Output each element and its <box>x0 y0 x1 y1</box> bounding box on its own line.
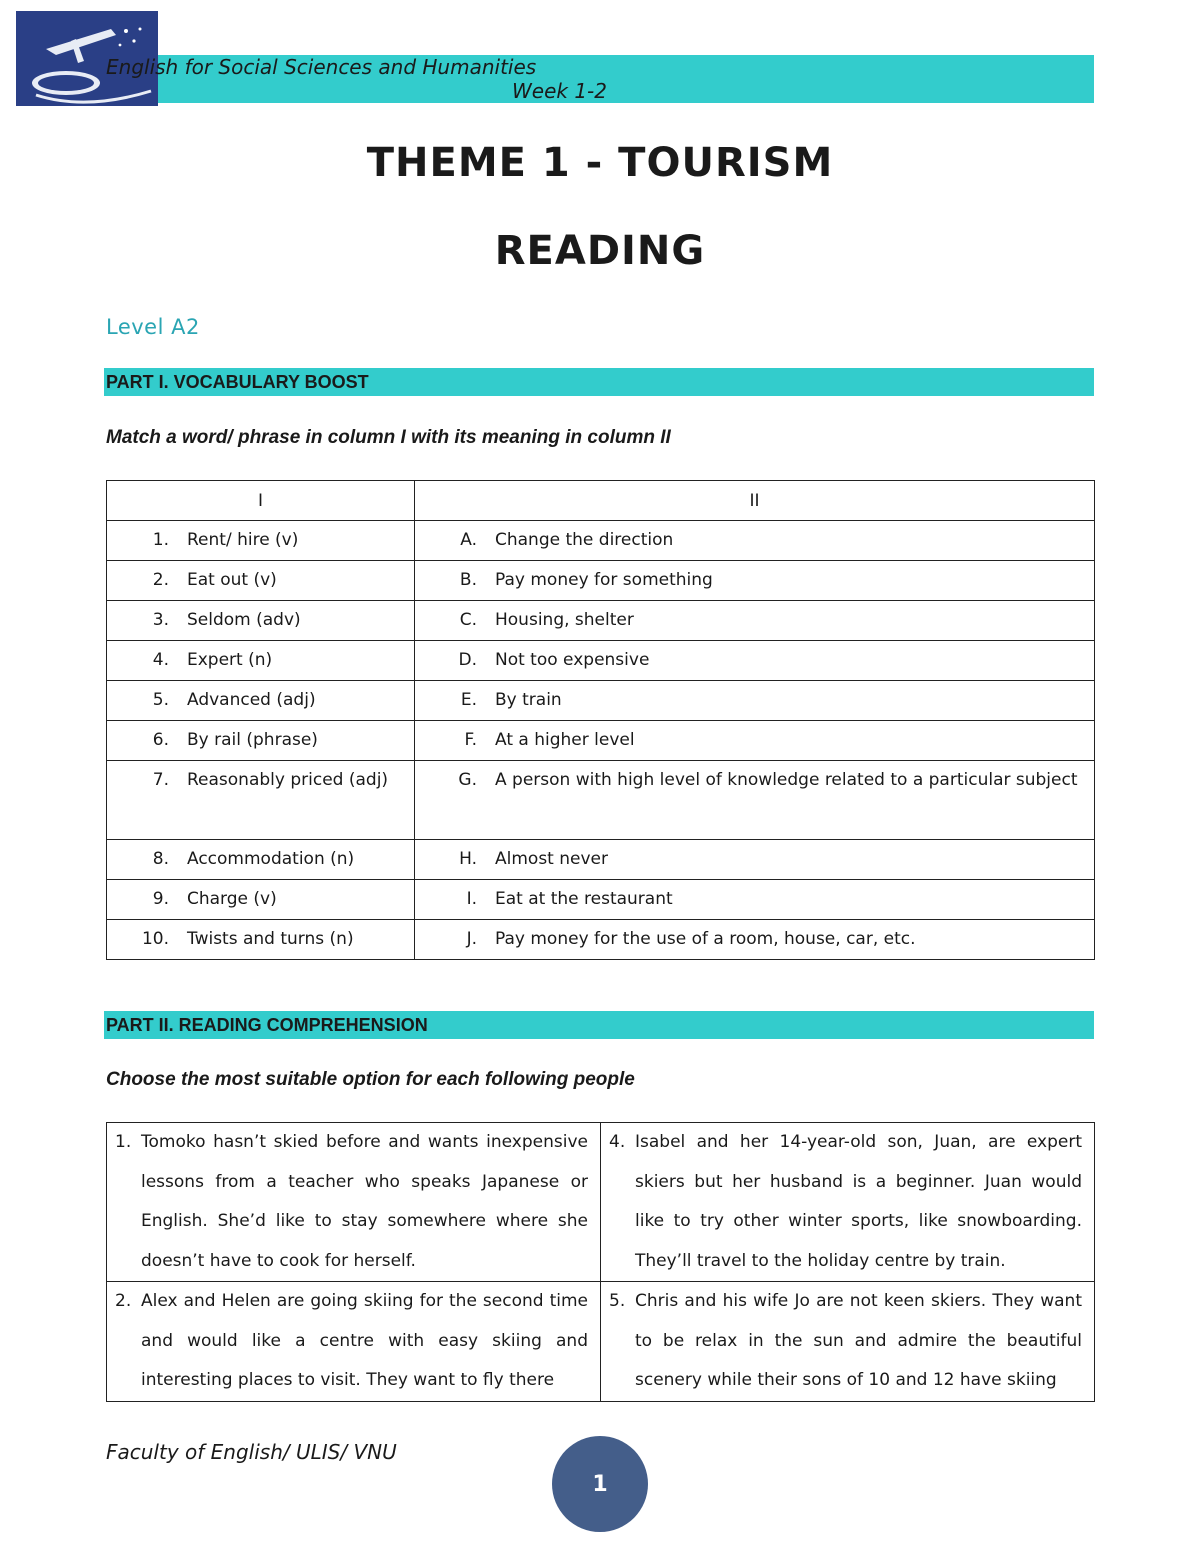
meaning-cell: G. A person with high level of knowledge related to a particular subject <box>415 761 1095 840</box>
theme-title: THEME 1 - TOURISM <box>366 140 834 186</box>
meaning-cell: H. Almost never <box>415 840 1095 880</box>
column-i-header: I <box>107 481 415 521</box>
word-cell: 1. Rent/ hire (v) <box>107 521 415 561</box>
word-cell: 3. Seldom (adv) <box>107 601 415 641</box>
word-cell: 4. Expert (n) <box>107 641 415 681</box>
person-cell: 5. Chris and his wife Jo are not keen skiers. They want to be relax in the sun and admire the beautiful scenery while their sons of 10 and 12 have skiing <box>601 1282 1095 1402</box>
vocab-word: Expert (n) <box>187 650 273 670</box>
table-row <box>107 721 1095 761</box>
vocab-meaning: Pay money for the use of a room, house, car, etc. <box>495 929 916 949</box>
meaning-cell: J. Pay money for the use of a room, house, car, etc. <box>415 920 1095 960</box>
meaning-cell: E. By train <box>415 681 1095 721</box>
part2-instruction: Choose the most suitable option for each following people <box>106 1069 635 1090</box>
part1-title: PART I. VOCABULARY BOOST <box>106 372 369 392</box>
vocab-meaning: Housing, shelter <box>495 610 634 630</box>
word-cell: 9. Charge (v) <box>107 880 415 920</box>
person-cell: 2. Alex and Helen are going skiing for the second time and would like a centre with easy skiing and interesting places to visit. They want to fly there <box>107 1282 601 1402</box>
vocab-meaning: Change the direction <box>495 530 674 550</box>
footer-institution: Faculty of English/ ULIS/ VNU <box>106 1440 397 1464</box>
meaning-cell: F. At a higher level <box>415 721 1095 761</box>
vocab-meaning: At a higher level <box>495 730 635 750</box>
vocab-word: Twists and turns (n) <box>187 929 354 949</box>
table-row <box>107 761 1095 840</box>
meaning-cell: D. Not too expensive <box>415 641 1095 681</box>
word-cell: 7. Reasonably priced (adj) <box>107 761 415 840</box>
word-cell: 2. Eat out (v) <box>107 561 415 601</box>
vocab-meaning: Eat at the restaurant <box>495 889 673 909</box>
word-cell: 5. Advanced (adj) <box>107 681 415 721</box>
vocab-word: Reasonably priced (adj) <box>187 770 389 790</box>
word-cell: 8. Accommodation (n) <box>107 840 415 880</box>
vocab-word: Charge (v) <box>187 889 277 909</box>
person-cell: 1. Tomoko hasn’t skied before and wants inexpensive lessons from a teacher who speaks Japanese or English. She’d like to stay somewhere where she doesn’t have to cook for herself. <box>107 1123 601 1282</box>
part1-instruction: Match a word/ phrase in column I with its meaning in column II <box>106 427 671 448</box>
table-header-row <box>107 481 1095 521</box>
vocab-meaning: By train <box>495 690 562 710</box>
table-row <box>107 840 1095 880</box>
vocab-meaning: Not too expensive <box>495 650 650 670</box>
word-cell: 10. Twists and turns (n) <box>107 920 415 960</box>
vocab-word: Accommodation (n) <box>187 849 355 869</box>
table-row <box>107 561 1095 601</box>
table-row <box>107 521 1095 561</box>
person-description: Alex and Helen are going skiing for the second time and would like a centre with easy skiing and interesting places to visit. They want to fly there <box>141 1291 588 1390</box>
column-ii-header: II <box>415 481 1095 521</box>
person-description: Isabel and her 14-year-old son, Juan, are expert skiers but her husband is a beginner. Juan would like to try other winter sports, like snowboarding. They’ll travel to the holiday centre by train. <box>635 1132 1082 1271</box>
meaning-cell: A. Change the direction <box>415 521 1095 561</box>
vocabulary-table <box>106 480 1095 960</box>
course-title: English for Social Sciences and Humanities <box>106 55 537 79</box>
part2-title: PART II. READING COMPREHENSION <box>106 1015 428 1035</box>
week-label: Week 1-2 <box>512 79 607 103</box>
table-row <box>107 601 1095 641</box>
page-number: 1 <box>552 1436 648 1532</box>
level-label: Level A2 <box>106 315 200 339</box>
vocab-word: Rent/ hire (v) <box>187 530 299 550</box>
person-description: Tomoko hasn’t skied before and wants inexpensive lessons from a teacher who speaks Japanese or English. She’d like to stay somewhere where she doesn’t have to cook for herself. <box>141 1132 588 1271</box>
section-title: READING <box>494 228 706 274</box>
person-description: Chris and his wife Jo are not keen skiers. They want to be relax in the sun and admire the beautiful scenery while their sons of 10 and 12 have skiing <box>635 1291 1082 1390</box>
table-row <box>107 880 1095 920</box>
meaning-cell: B. Pay money for something <box>415 561 1095 601</box>
meaning-cell: C. Housing, shelter <box>415 601 1095 641</box>
vocab-word: Seldom (adv) <box>187 610 301 630</box>
table-row <box>107 681 1095 721</box>
vocab-word: Advanced (adj) <box>187 690 316 710</box>
reading-table <box>106 1122 1095 1402</box>
table-row <box>107 1123 1095 1282</box>
vocab-meaning: Almost never <box>495 849 608 869</box>
word-cell: 6. By rail (phrase) <box>107 721 415 761</box>
vocab-word: Eat out (v) <box>187 570 277 590</box>
table-row <box>107 920 1095 960</box>
table-row <box>107 1282 1095 1402</box>
vocab-meaning: Pay money for something <box>495 570 713 590</box>
table-row <box>107 641 1095 681</box>
vocab-word: By rail (phrase) <box>187 730 318 750</box>
meaning-cell: I. Eat at the restaurant <box>415 880 1095 920</box>
person-cell: 4. Isabel and her 14-year-old son, Juan, are expert skiers but her husband is a beginner. Juan would like to try other winter sports, like snowboarding. They’ll travel to the holiday centre by train. <box>601 1123 1095 1282</box>
vocab-meaning: A person with high level of knowledge related to a particular subject <box>495 770 1078 790</box>
